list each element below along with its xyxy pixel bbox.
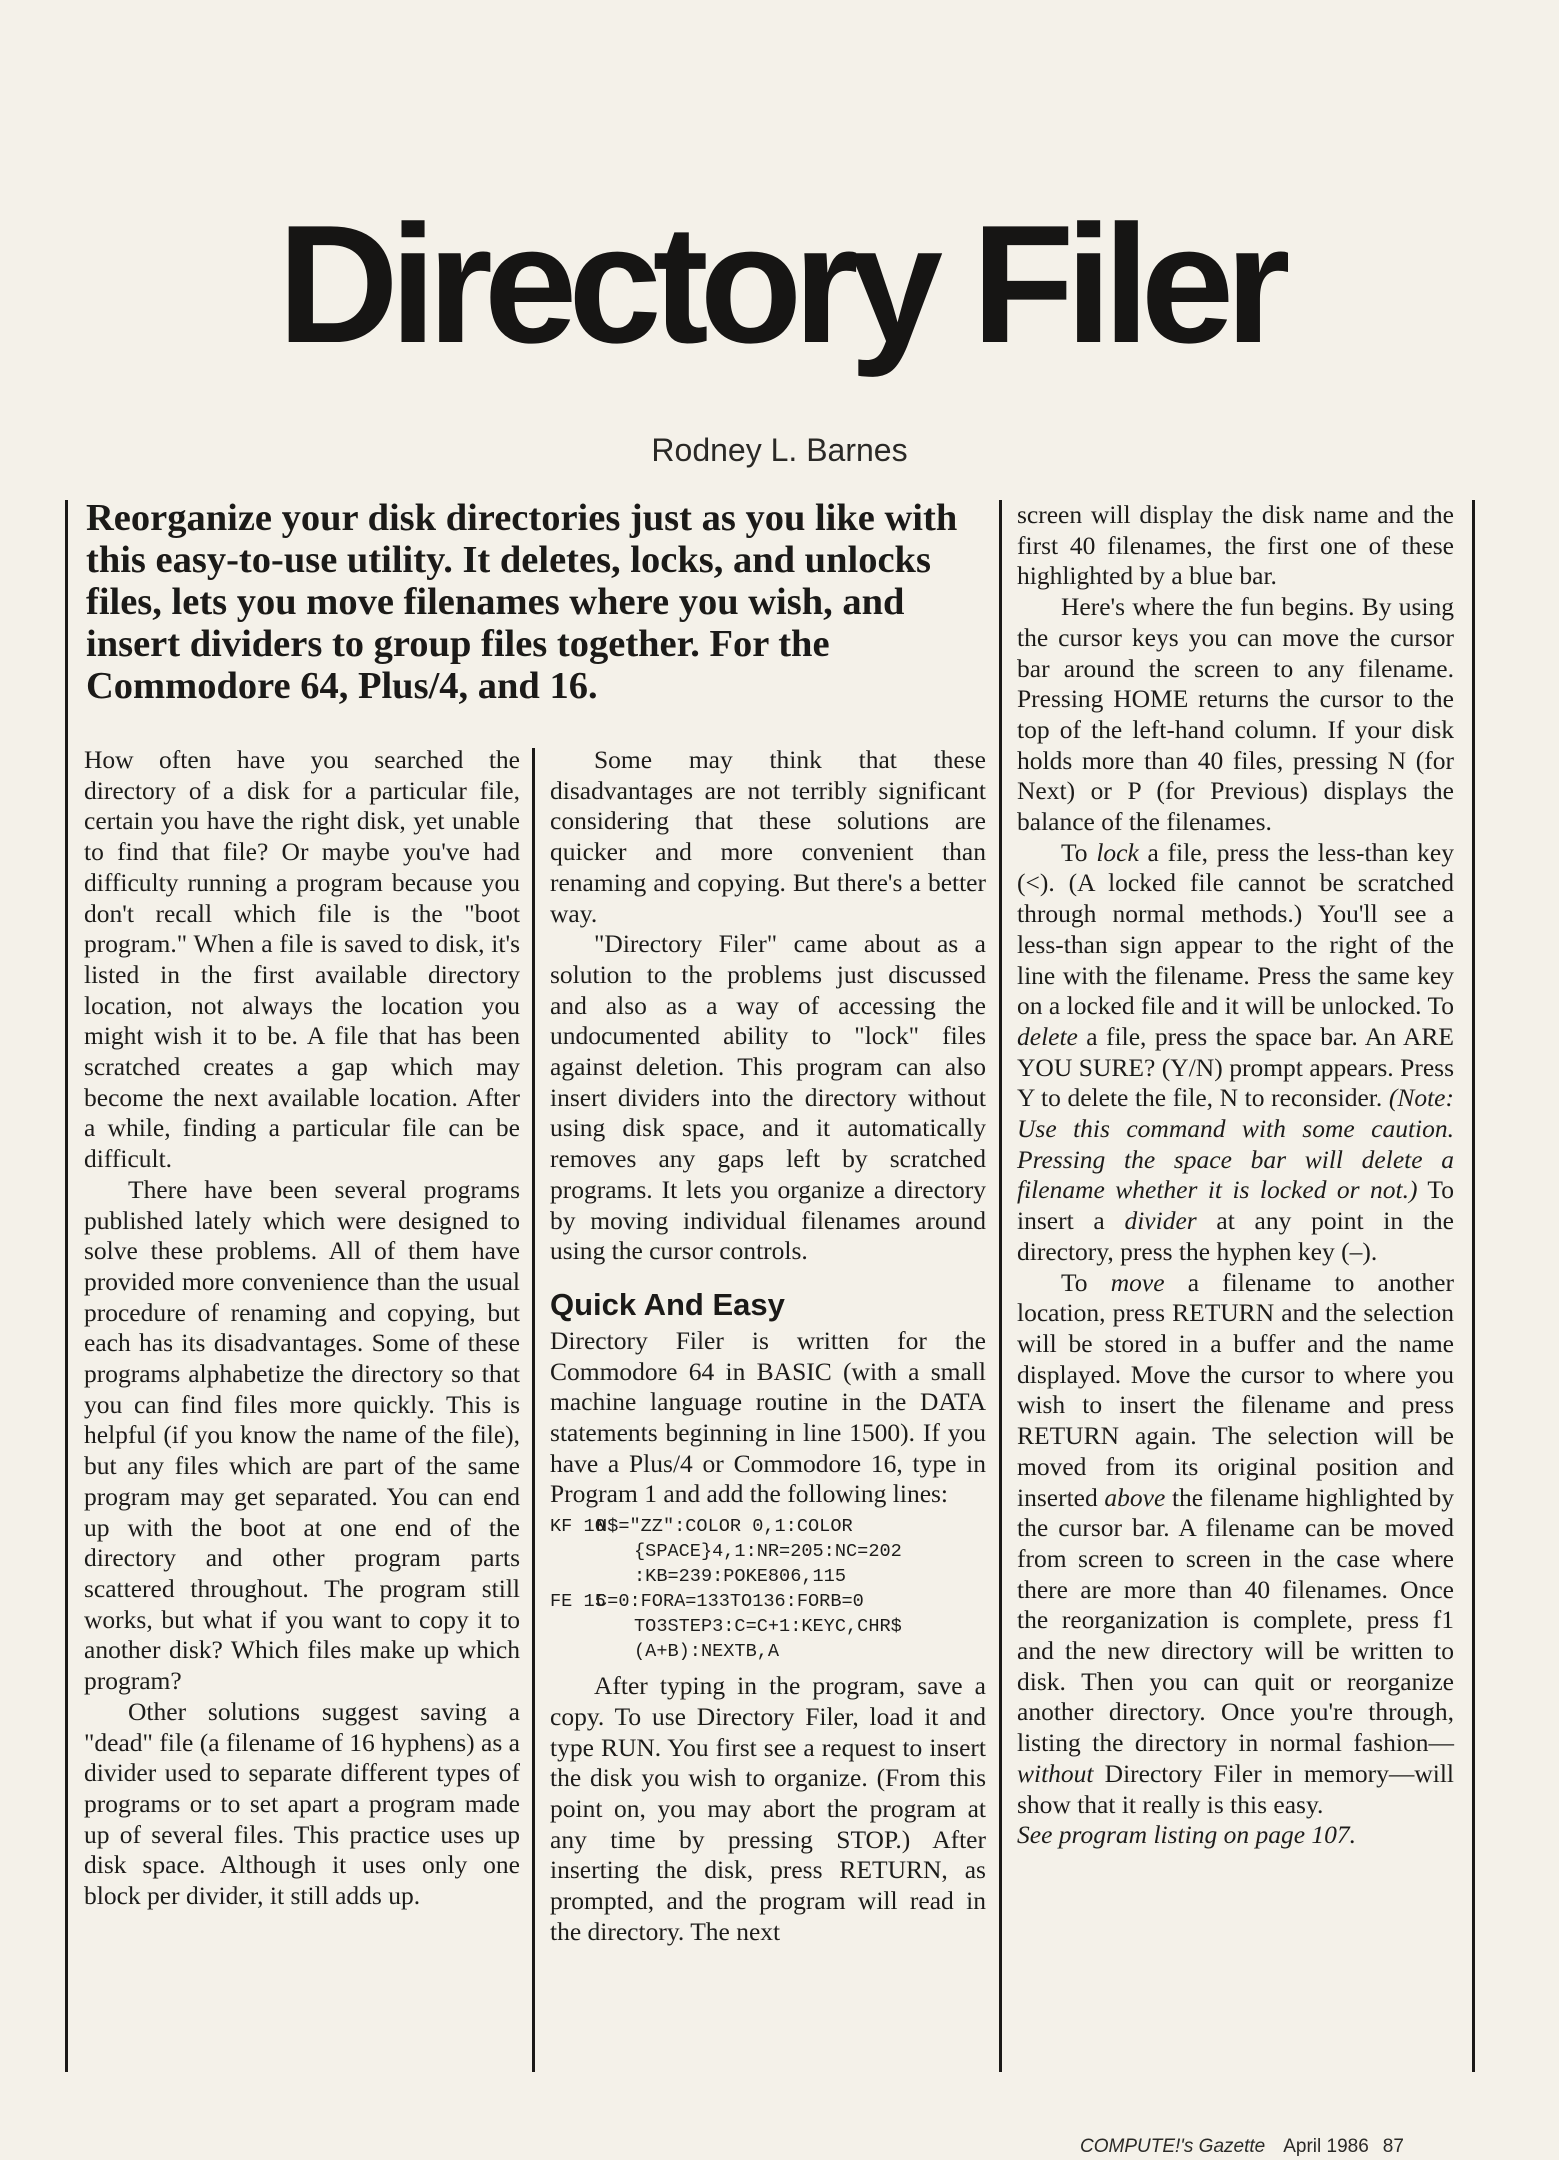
emphasis: above: [1104, 1482, 1166, 1512]
text-run: a file, press the space bar. An ARE YOU SURE? (Y/N) prompt appears. Press Y to delete the file, N to reconsider.: [1017, 1021, 1454, 1113]
article-deck: Reorganize your disk directories just as you like with this easy-to-use utility. It deletes, locks, and unlocks files, lets you move filenames where you wish, and insert dividers to group files together. For the Commodore 64, Plus/4, and 16.: [86, 497, 958, 707]
text-run: a file, press the less-than key (<). (A locked file cannot be scratched through normal methods.) You'll see a less-than sign appear to the right of the line with the filename. Press the same key on a locked file and it will be unlocked. To: [1017, 837, 1455, 1021]
text-run: the filename highlighted by the cursor bar. A filename can be moved from screen to screen in the case where there are more than 40 filenames. Once the reorganization is complete, press f1 and the new directory will be written to disk. Then you can quit or reorganize another directory. Once you're through, listing the directory in normal fashion—: [1017, 1482, 1454, 1758]
section-subhead: Quick And Easy: [550, 1286, 785, 1322]
paragraph: [1017, 838, 1454, 1268]
column-3: [1017, 500, 1454, 1851]
emphasis: divider: [1124, 1206, 1197, 1236]
author-byline: Rodney L. Barnes: [651, 432, 908, 468]
text-run: at any point in the directory, press the hyphen key (–).: [1017, 1206, 1454, 1266]
caution-note: (Note: Use this command with some caution. Pressing the space bar will delete a filename whether it is locked or not.): [1017, 1083, 1454, 1205]
paragraph: Directory Filer is written for the Commodore 64 in BASIC (with a small machine language routine in the DATA statements beginning in line 1500). If you have a Plus/4 or Commodore 16, type in Program 1 and add the following lines:: [550, 1325, 986, 1509]
issue-date: April 1986: [1283, 2136, 1369, 2157]
column-1: [84, 745, 520, 1912]
text-run: a filename to another location, press RETURN and the selection will be stored in a buffer and the name displayed. Move the cursor to where you wish to insert the filename and press RETURN again. The selection will be moved from its original position and inserted: [1017, 1267, 1454, 1512]
code-listing: [550, 1514, 986, 1664]
deck-divider-rule: [999, 500, 1002, 2072]
paragraph: "Directory Filer" came about as a solution to the problems just discussed and also as a way of accessing the undocumented ability to "lock" files against deletion. This program can also insert dividers into the directory without using disk space, and it automatically removes any gaps left by scratched programs. It lets you organize a directory by moving individual filenames around using the cursor controls.: [550, 929, 986, 1266]
paragraph: screen will display the disk name and the first 40 filenames, the first one of these highlighted by a blue bar.: [1017, 500, 1454, 591]
right-border-rule: [1472, 500, 1475, 2072]
page-number: 87: [1382, 2136, 1404, 2157]
page-footer: [1080, 2136, 1404, 2158]
paragraph: [1017, 1268, 1454, 1821]
code-line: :KB=239:POKE806,115: [634, 1566, 847, 1588]
text-run: To: [1061, 1267, 1111, 1297]
magazine-name: COMPUTE!'s Gazette: [1080, 2136, 1266, 2157]
code-line: (A+B):NEXTB,A: [634, 1641, 780, 1663]
paragraph: How often have you searched the directory of a disk for a particular file, certain you have the right disk, yet unable to find that file? Or maybe you've had difficulty running a program because you don't recall which file is the "boot program." When a file is saved to disk, it's listed in the first available directory location, not always the location you might wish it to be. A file that has been scratched creates a gap which may become the next available location. After a while, finding a particular file can be difficult.: [84, 745, 520, 1174]
paragraph: After typing in the program, save a copy. To use Directory Filer, load it and type RUN. You first see a request to insert the disk you wish to organize. (From this point on, you may abort the program at any time by pressing STOP.) After inserting the disk, press RETURN, as prompted, and the program will read in the directory. The next: [550, 1671, 986, 1946]
column-2: [550, 745, 986, 1948]
left-border-rule: [65, 500, 68, 2072]
column-divider-rule: [532, 748, 535, 2072]
code-line: C=0:FORA=133TO136:FORB=0: [596, 1591, 864, 1613]
checksum-label: FE 15: [550, 1591, 606, 1613]
paragraph: Some may think that these disadvantages are not terribly significant considering that these solutions are quicker and more convenient than renaming and copying. But there's a better way.: [550, 745, 986, 928]
code-line: N$="ZZ":COLOR 0,1:COLOR: [596, 1516, 853, 1538]
program-listing-reference: See program listing on page 107.: [1017, 1820, 1357, 1850]
checksum-label: KF 10: [550, 1516, 606, 1538]
paragraph: Other solutions suggest saving a "dead" file (a filename of 16 hyphens) as a divider used to separate different types of programs or to set apart a program made up of several files. This practice uses up disk space. Although it uses only one block per divider, it still adds up.: [84, 1696, 520, 1911]
emphasis: move: [1110, 1267, 1165, 1297]
code-line: TO3STEP3:C=C+1:KEYC,CHR$: [634, 1616, 902, 1638]
text-run: Directory Filer in memory—will show that it really is this easy.: [1017, 1758, 1454, 1819]
article-title: Directory Filer: [277, 190, 1282, 378]
paragraph: Here's where the fun begins. By using the cursor keys you can move the cursor bar around the screen to any filename. Pressing HOME returns the cursor to the top of the left-hand column. If your disk holds more than 40 files, pressing N (for Next) or P (for Previous) displays the balance of the filenames.: [1017, 592, 1454, 837]
emphasis: without: [1017, 1758, 1094, 1788]
text-run: To insert a: [1017, 1175, 1454, 1236]
text-run: To: [1061, 837, 1097, 867]
paragraph: There have been several programs published lately which were designed to solve these problems. All of them have provided more convenience than the usual procedure of renaming and copying, but each has its disadvantages. Some of these programs alphabetize the directory so that you can find files more quickly. This is helpful (if you know the name of the file), but any files which are part of the same program may get separated. You can end up with the boot at one end of the directory and other program parts scattered throughout. The program still works, but what if you want to copy it to another disk? Which files make up which program?: [84, 1174, 520, 1696]
emphasis: lock: [1096, 837, 1139, 867]
code-line: {SPACE}4,1:NR=205:NC=202: [634, 1541, 902, 1563]
emphasis: delete: [1017, 1021, 1078, 1051]
